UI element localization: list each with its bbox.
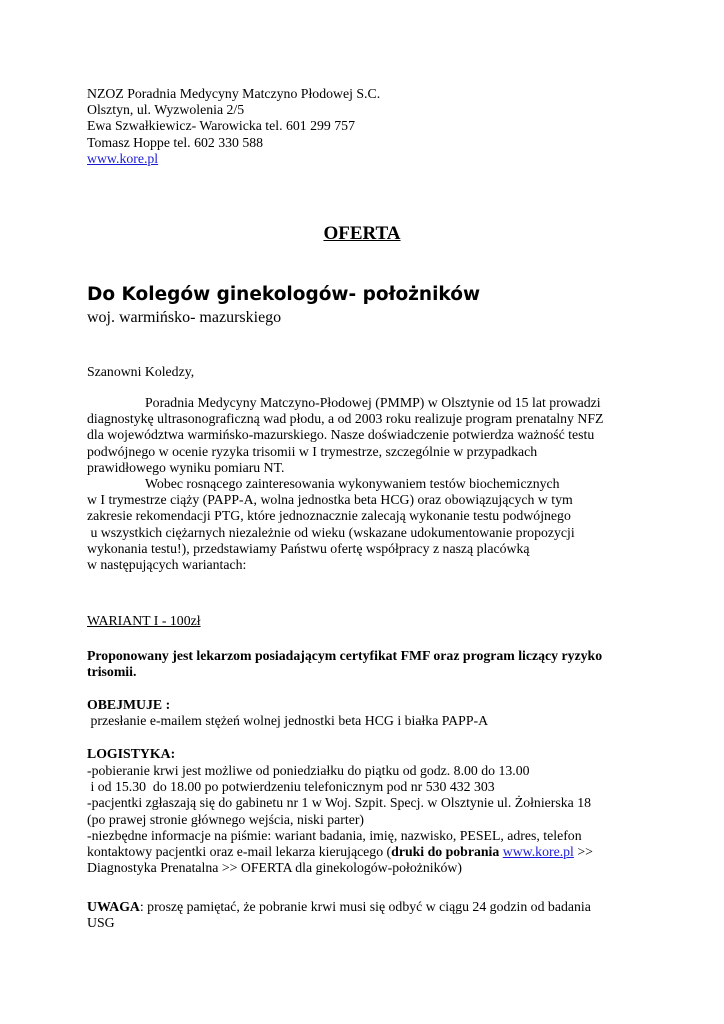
logistics-line: -pacjentki zgłaszają się do gabinetu nr 1 w Woj. Szpit. Specj. w Olsztynie ul. Żołnierska 18 xyxy=(87,795,592,811)
logistics-list xyxy=(87,763,647,876)
greeting: Szanowni Koledzy, xyxy=(87,364,195,379)
warning-note xyxy=(87,899,647,931)
intro-line: zakresie rekomendacji PTG, które jednoznacznie zalecają wykonanie testu podwójnego xyxy=(87,508,571,524)
intro-line: podwójnego w ocenie ryzyka trisomii w I trymestrze, szczególnie w przypadkach xyxy=(87,443,538,459)
includes-text: przesłanie e-mailem stężeń wolnej jednostki beta HCG i białka PAPP-A xyxy=(87,713,489,728)
letterhead xyxy=(87,86,647,167)
contact-warowicka: Ewa Szwałkiewicz- Warowicka tel. 601 299 757 xyxy=(87,118,355,134)
download-label: druki do pobrania xyxy=(391,844,500,860)
intro-line: w I trymestrze ciąży (PAPP-A, wolna jednostka beta HCG) oraz obowiązujących w tym xyxy=(87,492,573,508)
intro-line: diagnostykę ultrasonograficzną wad płodu, a od 2003 roku realizuje program prenatalny NFZ xyxy=(87,411,604,427)
logistics-download-line xyxy=(87,844,647,860)
logistics-line: i od 15.30 do 18.00 po potwierdzeniu telefonicznym pod nr 530 432 303 xyxy=(87,779,495,795)
logistics-line: (po prawej stronie głównego wejścia, niski parter) xyxy=(87,811,365,827)
intro-line: Wobec rosnącego zainteresowania wykonywaniem testów biochemicznych xyxy=(145,476,560,492)
proposal-line: trisomii. xyxy=(87,664,137,680)
clinic-address: Olsztyn, ul. Wyzwolenia 2/5 xyxy=(87,102,245,118)
variant-title: WARIANT I - 100zł xyxy=(87,613,201,628)
website-link[interactable]: www.kore.pl xyxy=(87,150,159,166)
intro-line: wykonania testu!), przedstawiamy Państwu ofertę współpracy z naszą placówką xyxy=(87,540,530,556)
intro-line: dla województwa warmińsko-mazurskiego. Nasze doświadczenie potwierdza ważność testu xyxy=(87,427,595,443)
intro-line: u wszystkich ciężarnych niezależnie od wieku (wskazane udokumentowanie propozycji xyxy=(87,524,575,540)
addressee-region: woj. warmińsko- mazurskiego xyxy=(87,309,282,326)
logistics-download-post: >> xyxy=(573,844,593,860)
logistics-line: -niezbędne informacje na piśmie: wariant badania, imię, nazwisko, PESEL, adres, telefon xyxy=(87,827,582,843)
intro-paragraph xyxy=(87,395,647,573)
warning-label: UWAGA xyxy=(87,899,140,914)
contact-hoppe: Tomasz Hoppe tel. 602 330 588 xyxy=(87,134,264,150)
addressee-heading: Do Kolegów ginekologów- położników xyxy=(87,284,481,305)
logistics-heading: LOGISTYKA: xyxy=(87,746,176,761)
intro-line: prawidłowego wyniku pomiaru NT. xyxy=(87,459,285,475)
warning-text-2: USG xyxy=(87,915,115,931)
proposal-line: Proponowany jest lekarzom posiadającym certyfikat FMF oraz program liczący ryzyko xyxy=(87,648,603,663)
intro-line: Poradnia Medycyny Matczyno-Płodowej (PMMP) w Olsztynie od 15 lat prowadzi xyxy=(145,395,601,410)
document-title: OFERTA xyxy=(323,223,401,244)
intro-line: w następujących wariantach: xyxy=(87,557,247,573)
logistics-line: -pobieranie krwi jest możliwe od poniedziałku do piątku od godz. 8.00 do 13.00 xyxy=(87,763,530,778)
warning-text: : proszę pamiętać, że pobranie krwi musi się odbyć w ciągu 24 godzin od badania xyxy=(139,899,591,914)
includes-heading: OBEJMUJE : xyxy=(87,697,171,712)
clinic-name: NZOZ Poradnia Medycyny Matczyno Płodowej S.C. xyxy=(87,86,381,101)
logistics-line: Diagnostyka Prenatalna >> OFERTA dla ginekologów-położników) xyxy=(87,860,462,876)
variant-proposal xyxy=(87,648,647,680)
download-link[interactable]: www.kore.pl xyxy=(502,844,574,860)
logistics-download-pre: kontaktowy pacjentki oraz e-mail lekarza kierującego ( xyxy=(87,844,392,860)
